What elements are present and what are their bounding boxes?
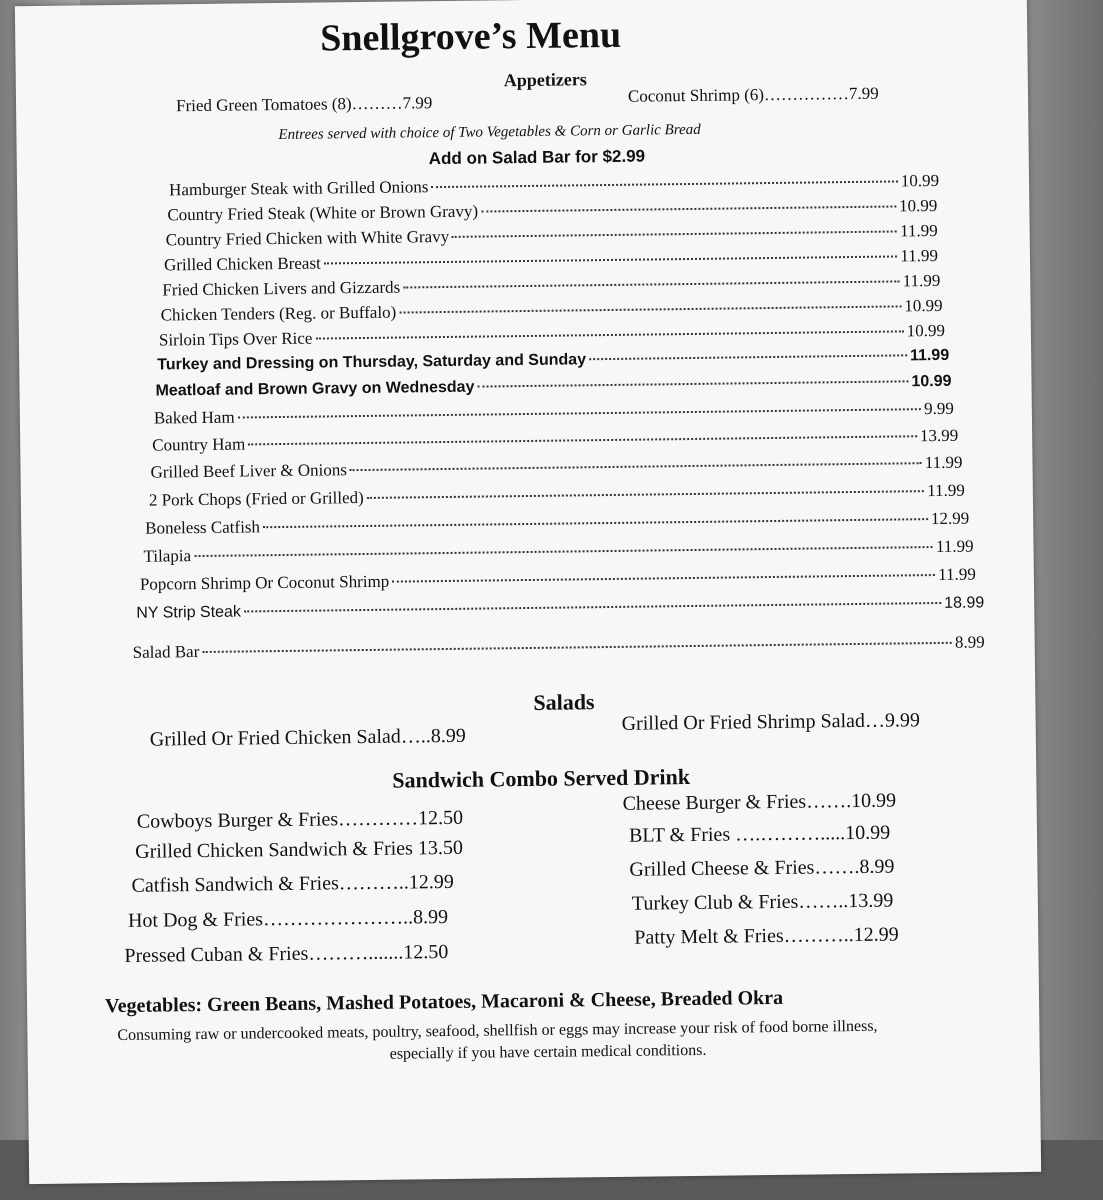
sandwich-item: Patty Melt & Fries ……….. 12.99 bbox=[634, 923, 899, 949]
entree-row: Chicken Tenders (Reg. or Buffalo) 10.99 bbox=[160, 295, 943, 325]
appetizer-item: Coconut Shrimp (6) …………… 7.99 bbox=[627, 83, 879, 106]
sandwich-item: Hot Dog & Fries ………………….. 8.99 bbox=[127, 906, 449, 932]
sandwich-item: Grilled Chicken Sandwich & Fries 13.50 bbox=[135, 836, 464, 863]
salad-bar-addon: Add on Salad Bar for $2.99 bbox=[428, 146, 646, 169]
entree-row: Boneless Catfish 12.99 bbox=[145, 508, 970, 538]
entree-row: Country Fried Steak (White or Brown Gravy) 10.99 bbox=[167, 195, 938, 225]
entree-row: Grilled Beef Liver & Onions 11.99 bbox=[150, 452, 963, 482]
entree-row: 2 Pork Chops (Fried or Grilled) 11.99 bbox=[148, 480, 965, 510]
entree-row: Baked Ham 9.99 bbox=[153, 398, 954, 428]
entree-row: Country Ham 13.99 bbox=[152, 425, 959, 455]
sandwich-item: Cowboys Burger & Fries ………… 12.50 bbox=[136, 806, 464, 833]
menu-title: Snellgrove’s Menu bbox=[320, 13, 622, 60]
entree-row: Country Fried Chicken with White Gravy 11.99 bbox=[165, 220, 938, 250]
entree-row: Turkey and Dressing on Thursday, Saturday and Sunday 11.99 bbox=[157, 346, 950, 374]
sandwich-item: Turkey Club & Fries …….. 13.99 bbox=[631, 889, 894, 915]
entree-row: Grilled Chicken Breast 11.99 bbox=[163, 245, 939, 275]
entree-row: Hamburger Steak with Grilled Onions 10.99 bbox=[168, 170, 940, 200]
menu-sheet bbox=[15, 0, 1041, 1184]
entree-row: Tilapia 11.99 bbox=[143, 536, 974, 566]
salads-heading: Salads bbox=[533, 689, 595, 715]
appetizer-item: Fried Green Tomatoes (8) ……… 7.99 bbox=[175, 93, 433, 116]
entrees-note: Entrees served with choice of Two Vegetables & Corn or Garlic Bread bbox=[278, 121, 701, 144]
disclaimer-line-1: Consuming raw or undercooked meats, poultry, seafood, shellfish or eggs may increase your risk of food borne illness, bbox=[117, 1017, 878, 1045]
sandwich-item: BLT & Fries ….………..... 10.99 bbox=[628, 821, 891, 847]
entree-row: Meatloaf and Brown Gravy on Wednesday 10.99 bbox=[155, 372, 952, 400]
entree-row: Fried Chicken Livers and Gizzards 11.99 bbox=[162, 270, 941, 300]
entree-row: NY Strip Steak 18.99 bbox=[136, 594, 985, 622]
sandwich-item: Pressed Cuban & Fries ………....... 12.50 bbox=[124, 941, 449, 967]
salad-item: Grilled Or Fried Shrimp Salad … 9.99 bbox=[621, 709, 921, 735]
appetizers-heading: Appetizers bbox=[503, 69, 587, 91]
entree-row: Sirloin Tips Over Rice 10.99 bbox=[158, 320, 945, 350]
disclaimer-line-2: especially if you have certain medical conditions. bbox=[389, 1041, 707, 1063]
sandwich-item: Cheese Burger & Fries ……. 10.99 bbox=[622, 789, 897, 815]
entree-row: Salad Bar 8.99 bbox=[132, 632, 985, 662]
salad-item: Grilled Or Fried Chicken Salad ….. 8.99 bbox=[149, 724, 466, 751]
sandwich-heading: Sandwich Combo Served Drink bbox=[392, 764, 691, 793]
entree-row: Popcorn Shrimp Or Coconut Shrimp 11.99 bbox=[139, 564, 976, 594]
sandwich-item: Grilled Cheese & Fries ……. 8.99 bbox=[629, 855, 895, 881]
vegetables-list: Vegetables: Green Beans, Mashed Potatoes, Macaroni & Cheese, Breaded Okra bbox=[104, 986, 784, 1018]
sandwich-item: Catfish Sandwich & Fries ……….. 12.99 bbox=[131, 870, 454, 897]
